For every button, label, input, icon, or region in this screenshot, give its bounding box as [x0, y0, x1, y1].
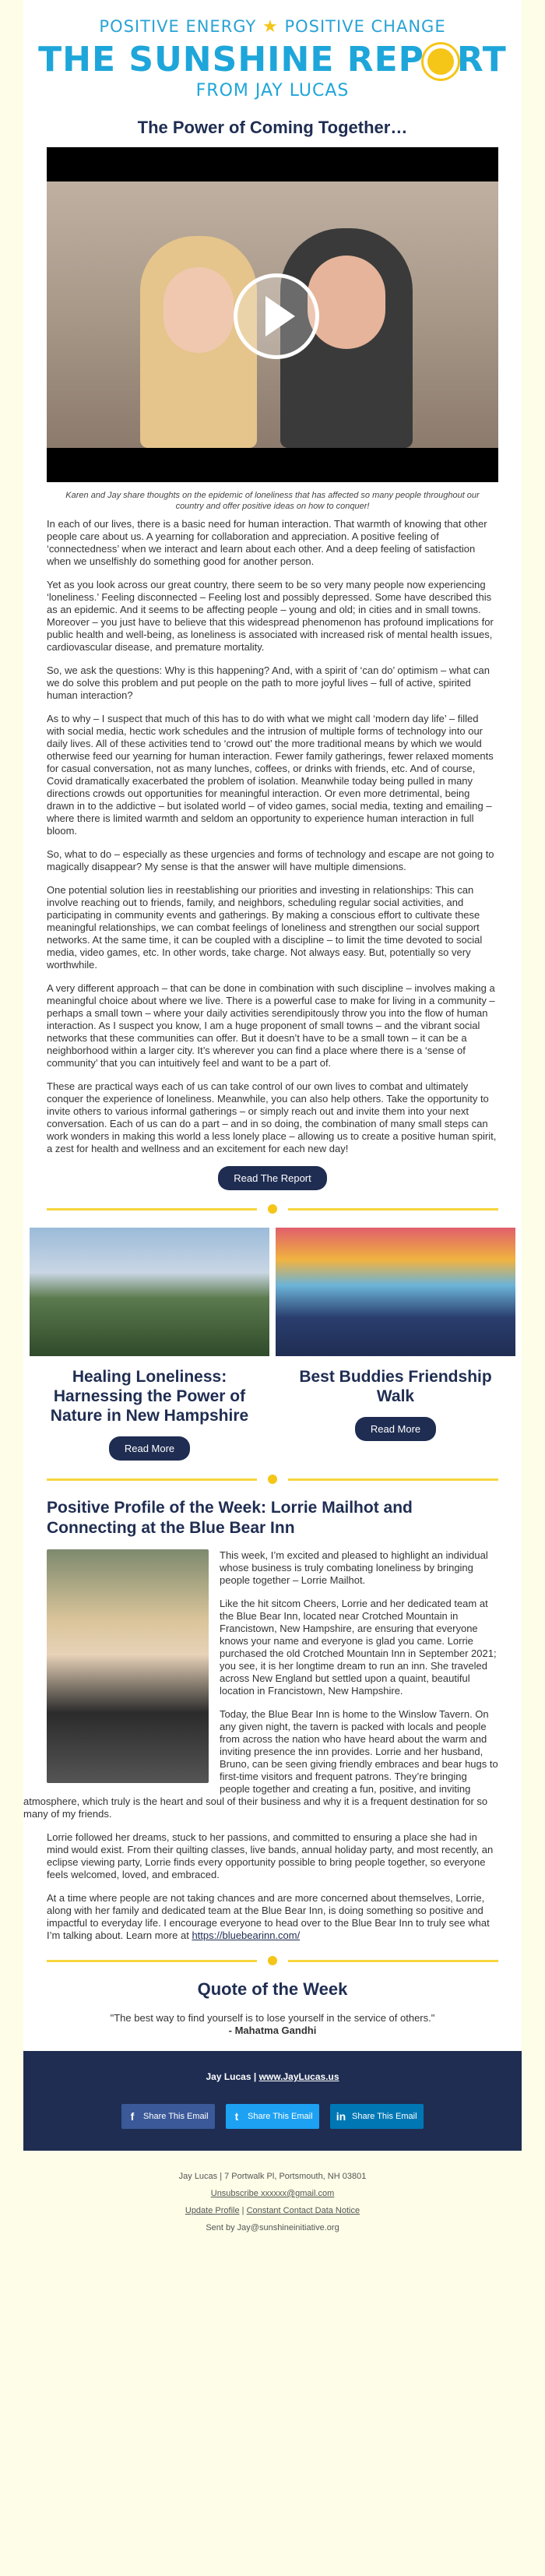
profile-paragraph: This week, I’m excited and pleased to highlight an individual whose business is truly combating loneliness by bringing people together – Lorrie Mailhot. — [220, 1549, 488, 1586]
profile-body-continued — [23, 1831, 522, 1942]
mailing-address: Jay Lucas | 7 Portwalk Pl, Portsmouth, NH 03801 — [178, 2172, 367, 2181]
facebook-icon: f — [130, 2110, 135, 2123]
feature-paragraph: One potential solution lies in reestablishing our priorities and investing in relationships: This can involve reaching out to friends, family, and neighbors, scheduling regular social activities, and participating in community events and gatherings. By making a conscious effort to cultivate these meaningful relationships, we can combat feelings of loneliness and strengthen our social support networks. At the same time, it can be coupled with a discipline – to limit the time devoted to social media, video games, etc. In other words, take charge. Not always easy. But, potentially so very worthwhile. — [47, 884, 483, 971]
profile-section — [23, 1549, 522, 1942]
newsletter-header — [23, 0, 522, 107]
face-left — [164, 267, 234, 353]
feature-paragraph: So, what to do – especially as these urgencies and forms of technology and escape are not going to magically disappear? My sense is that the answer will have multiple dimensions. — [47, 848, 494, 872]
feature-paragraph: A very different approach – that can be done in combination with such discipline – involves making a meaningful choice about where we live. There is a powerful case to make for living in a community – perhaps a small town – where your daily activities serendipitously throw you into the flow of human interaction. As I suspect you know, I am a huge proponent of small towns – and the vibrant social networks that these communities can offer. But it doesn’t have to be a small town – it can be a neighborhood within a larger city. It’s wherever you can find a place where there is a ‘sense of community’ that you can intuitively feel and want to be a part of. — [47, 982, 495, 1069]
profile-title: Positive Profile of the Week: Lorrie Mailhot and Connecting at the Blue Bear Inn — [47, 1499, 413, 1537]
mountain-photo[interactable] — [30, 1228, 269, 1356]
feature-paragraph: These are practical ways each of us can take control of our own lives to combat and ultimately conquer the experience of loneliness. Meanwhile, you can also help others. Take the opportunity to invite others to various informal gatherings – or simply reach out and invite them into your next conversation. Each of us can do a part – and in so doing, the combination of many small steps can work wonders in making this world a less lonely place – allowing us to create a positive human spirit, a zest for health and wellness and an excitement for each new day! — [47, 1080, 497, 1154]
share-label: Share This Email — [143, 2112, 209, 2121]
profile-paragraph: Today, the Blue Bear Inn is home to the Winslow Tavern. On any given night, the tavern is packed with locals and people from across the nation who have heard about the warm and inviting presence the inn provides. Lorrie and her husband, Bruno, can be seen giving friendly embraces and bear hugs to first-time visitors and frequent patrons. They’re bringing people together and creating a fun, positive, and inviting atmosphere, which truly is the heart and soul of their business and why it is a frequent destination for so many of my friends. — [23, 1708, 498, 1820]
website-link[interactable]: www.JayLucas.us — [258, 2071, 339, 2082]
twitter-icon: t — [234, 2110, 239, 2123]
face-right — [308, 255, 385, 349]
feature-body — [23, 518, 522, 1155]
data-notice-link[interactable]: Constant Contact Data Notice — [246, 2206, 360, 2215]
update-profile-link[interactable]: Update Profile — [185, 2206, 240, 2215]
email-container — [23, 0, 522, 2151]
divider-line — [47, 1960, 257, 1962]
footer-contact — [23, 2071, 522, 2082]
read-more-button[interactable]: Read More — [355, 1417, 436, 1441]
feature-paragraph: Yet as you look across our great country, there seem to be so very many people now experiencing ‘loneliness.’ Feeling disconnected – Feeling lost and possibly depressed. Some have described this as an epidemic. And it seems to be affecting people – young and old; in cities and in small towns. Moreover – you just have to believe that this widespread phenomenon has profound implications for public health and well-being, as loneliness is associated with increased risk of mental health issues, cardiovascular disease, and premature mortality. — [47, 579, 494, 653]
divider-dot-icon — [268, 1475, 277, 1484]
profile-paragraph: Lorrie followed her dreams, stuck to her passions, and committed to ensuring a place she had in mind would exist. From their quilting classes, live bands, annual holiday party, and most recently, an eclipse viewing party, Lorrie finds every opportunity possible to bring people together, so everyone feels welcomed, loved, and embraced. — [47, 1831, 494, 1880]
feature-paragraph: As to why – I suspect that much of this has to do with what we might call ‘modern day life’ – filled with social media, hectic work schedules and the intrusion of multiple forms of technology into our daily lives. All of these activities tend to ‘crowd out’ the more traditional means by which we would otherwise feed our yearning for human interaction. Fewer family gatherings, fewer relaxed moments for casual conversation, not as many lunches, coffees, or drinks with friends, etc. And of course, Covid dramatically exacerbated the problem of isolation. Meanwhile today being pulled in many directions crowds out opportunities for meaningful interaction. Or even more detrimental, being drawn in to the addictive – but isolated world – of video games, social media, texting and emailing – where there is limited warmth and seldom an opportunity to experience human interaction in full bloom. — [47, 713, 494, 837]
byline: FROM JAY LUCAS — [195, 81, 350, 100]
share-twitter-button[interactable] — [226, 2104, 319, 2129]
sun-icon — [427, 48, 454, 75]
feature-title: The Power of Coming Together… — [137, 118, 408, 137]
section-divider — [47, 1471, 498, 1487]
divider-line — [288, 1208, 498, 1210]
profile-paragraph — [47, 1892, 498, 1942]
read-more-button[interactable]: Read More — [109, 1436, 190, 1461]
play-icon[interactable] — [234, 273, 319, 359]
footer-band — [23, 2051, 522, 2151]
divider-line — [47, 1208, 257, 1210]
quote-title: Quote of the Week — [197, 1979, 348, 1999]
divider-line — [288, 1478, 498, 1481]
divider-dot-icon — [268, 1204, 277, 1214]
footer-separator: | — [253, 2071, 257, 2082]
quote-block — [23, 2012, 522, 2037]
share-linkedin-button[interactable] — [330, 2104, 424, 2129]
brand-left: THE SUNSHINE REP — [38, 40, 424, 79]
divider-dot-icon — [268, 1956, 277, 1965]
profile-paragraph: Like the hit sitcom Cheers, Lorrie and her dedicated team at the Blue Bear Inn, located near Crotched Mountain in Francistown, New Hampshire, are ensuring that everyone knows your name and everyone is glad you came. Lorrie purchased the old Crotched Mountain Inn in September 2021; you see, it is her longtime dream to run an inn. She traveled across New England but settled upon a quaint, beautiful location in Francistown, New Hampshire. — [220, 1598, 497, 1697]
two-column-stories — [23, 1228, 522, 1461]
feature-paragraph: In each of our lives, there is a basic need for human interaction. That warmth of knowing that other people care about us. A yearning for collaboration and appreciation. A positive feeling of ‘connectedness’ when we interact and learn about each other. And a deep feeling of satisfaction when we unselfishly do something good for another person. — [47, 518, 487, 567]
video-thumbnail — [47, 181, 498, 448]
quote-text: "The best way to find yourself is to lose yourself in the service of others." — [110, 2012, 435, 2024]
tagline-right: POSITIVE CHANGE — [284, 17, 446, 36]
section-divider — [47, 1201, 498, 1217]
group-photo[interactable] — [276, 1228, 515, 1356]
share-row — [23, 2104, 522, 2129]
profile-closing-text: At a time where people are not taking chances and are more concerned about themselves, Lorrie, along with her family and dedicated team at the Blue Bear Inn, is doing something so positive and impactful to everyday life. I encourage everyone to head over to the Blue Bear Inn to truly see what I’m talking about. Learn more at — [47, 1892, 490, 1941]
sent-by: Sent by Jay@sunshineinitiative.org — [206, 2223, 339, 2232]
linkedin-icon: in — [336, 2110, 346, 2123]
brand-logo — [23, 40, 522, 79]
story-card-walk — [276, 1228, 515, 1461]
tagline — [23, 17, 522, 37]
share-label: Share This Email — [352, 2112, 417, 2121]
story-title: Healing Loneliness: Harnessing the Power of Nature in New Hampshire — [50, 1368, 249, 1425]
divider-line — [288, 1960, 498, 1962]
divider-line — [47, 1478, 257, 1481]
brand-right: RT — [456, 40, 507, 79]
section-divider — [47, 1953, 498, 1968]
tagline-left: POSITIVE ENERGY — [99, 17, 257, 36]
star-icon: ★ — [262, 17, 279, 37]
video-caption: Karen and Jay share thoughts on the epidemic of loneliness that has affected so many people throughout our country and offer positive ideas on how to conquer! — [65, 491, 480, 511]
report-button-row — [23, 1166, 522, 1190]
story-title: Best Buddies Friendship Walk — [299, 1368, 492, 1405]
quote-author: - Mahatma Gandhi — [228, 2025, 317, 2036]
blue-bear-inn-link[interactable]: https://bluebearinn.com/ — [192, 1929, 301, 1941]
share-facebook-button[interactable] — [121, 2104, 215, 2129]
story-card-nature — [30, 1228, 269, 1461]
read-report-button[interactable]: Read The Report — [218, 1166, 327, 1190]
share-label: Share This Email — [248, 2112, 313, 2121]
legal-footer: Jay Lucas | 7 Portwalk Pl, Portsmouth, NH 03801 Unsubscribe xxxxxx@gmail.com Update Profile | Constant Contact Data Notice Sent by Jay@sunshineinitiative.org — [0, 2151, 545, 2254]
feature-paragraph: So, we ask the questions: Why is this happening? And, with a spirit of ‘can do’ optimism – what can we do solve this problem and put people on the path to more joyful lives – full of active, spirited human interaction? — [47, 664, 490, 701]
unsubscribe-link[interactable]: Unsubscribe xxxxxx@gmail.com — [210, 2189, 335, 2198]
video-player[interactable] — [47, 147, 498, 482]
footer-name: Jay Lucas — [206, 2071, 251, 2082]
profile-photo — [47, 1549, 209, 1783]
